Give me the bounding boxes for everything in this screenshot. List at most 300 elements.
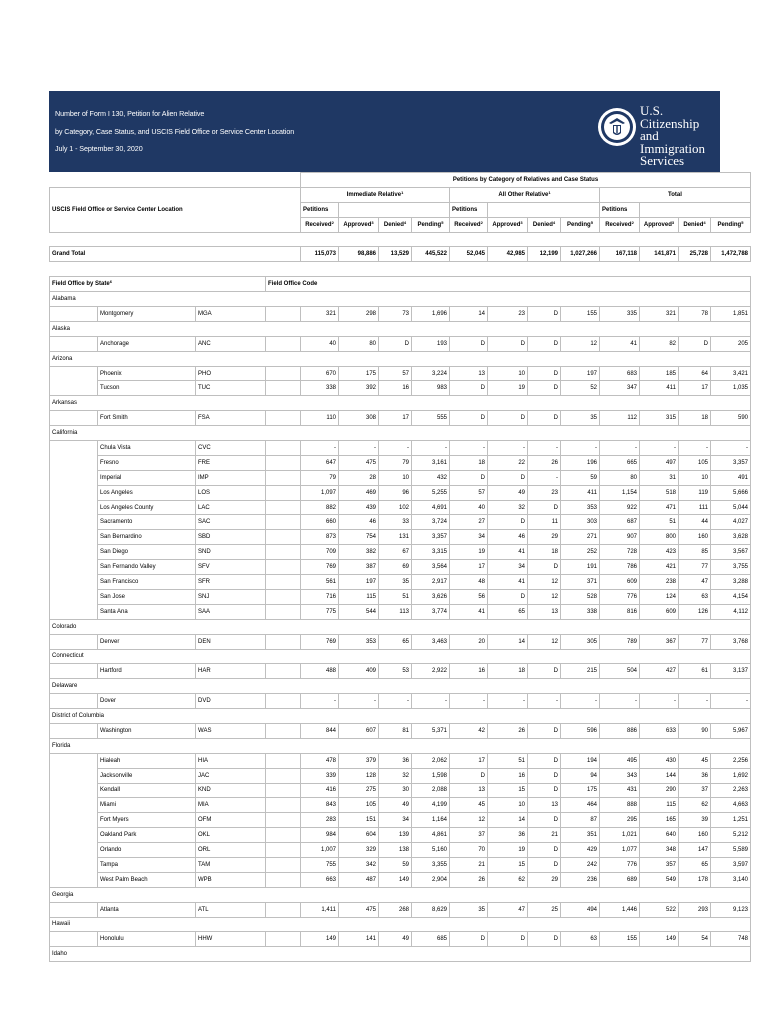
office-value: 504 (600, 664, 640, 679)
office-value: D (528, 783, 561, 798)
office-value: 430 (640, 753, 679, 768)
office-value: D (450, 768, 488, 783)
office-value: D (488, 589, 528, 604)
grand-total-value: 98,886 (339, 247, 379, 262)
office-value: 65 (379, 634, 412, 649)
group-immediate: Immediate Relative$^1$ (301, 187, 450, 202)
office-value: D (528, 723, 561, 738)
office-value: 13 (450, 783, 488, 798)
office-value: 633 (640, 723, 679, 738)
office-value: 65 (679, 857, 711, 872)
office-value: 25 (528, 902, 561, 917)
office-row (50, 664, 751, 679)
state-row (50, 426, 751, 441)
office-row (50, 530, 751, 545)
office-value: 329 (339, 843, 379, 858)
office-row (50, 783, 751, 798)
office-value: 26 (528, 455, 561, 470)
office-value: 17 (679, 381, 711, 396)
office-value: 14 (488, 634, 528, 649)
office-value: 494 (561, 902, 600, 917)
col-header-approved: Approved$^3$ (488, 217, 528, 232)
office-value: 17 (450, 560, 488, 575)
office-value: 138 (379, 843, 412, 858)
office-row (50, 902, 751, 917)
office-value: 77 (679, 634, 711, 649)
office-value: D (488, 470, 528, 485)
office-row (50, 545, 751, 560)
office-value: 65 (488, 604, 528, 619)
office-value: 34 (488, 560, 528, 575)
office-value: 45 (679, 753, 711, 768)
office-value: - (679, 441, 711, 456)
col-header-denied: Denied$^4$ (679, 217, 711, 232)
office-value: 16 (379, 381, 412, 396)
office-value: 685 (412, 932, 450, 947)
office-value: 16 (488, 768, 528, 783)
report-title: Number of Form I 130, Petition for Alien Relative (55, 109, 205, 118)
office-value: 549 (640, 872, 679, 887)
dhs-seal-icon (597, 107, 637, 147)
office-value: 3,161 (412, 455, 450, 470)
office-value: D (488, 411, 528, 426)
grand-total-value: 12,199 (528, 247, 561, 262)
office-value: 48 (450, 575, 488, 590)
office-value: - (679, 694, 711, 709)
office-row (50, 336, 751, 351)
office-value: 155 (600, 932, 640, 947)
office-value: 687 (600, 515, 640, 530)
office-value: 367 (640, 634, 679, 649)
office-value: 561 (301, 575, 339, 590)
office-value: 46 (339, 515, 379, 530)
office-value: 205 (711, 336, 751, 351)
office-name: Los Angeles County (98, 500, 196, 515)
office-name: San Fernando Valley (98, 560, 196, 575)
office-value: 1,851 (711, 307, 751, 322)
office-value: D (450, 470, 488, 485)
office-value: - (379, 694, 412, 709)
office-value: 464 (561, 798, 600, 813)
group-other: All Other Relative$^1$ (450, 187, 600, 202)
col-header-pending: Pending$^5$ (561, 217, 600, 232)
office-code: ATL (196, 902, 266, 917)
office-row (50, 485, 751, 500)
office-value: D (679, 336, 711, 351)
office-value: 59 (561, 470, 600, 485)
office-value: D (528, 307, 561, 322)
office-value: 80 (600, 470, 640, 485)
office-value: 1,035 (711, 381, 751, 396)
office-value: 3,564 (412, 560, 450, 575)
office-value: 18 (488, 664, 528, 679)
state-name: Delaware (50, 679, 751, 694)
office-value: 321 (301, 307, 339, 322)
office-value: 27 (450, 515, 488, 530)
office-value: 191 (561, 560, 600, 575)
office-value: 51 (379, 589, 412, 604)
office-value: 984 (301, 828, 339, 843)
office-name: San Jose (98, 589, 196, 604)
office-value: 13 (450, 366, 488, 381)
office-value: 196 (561, 455, 600, 470)
office-value: 728 (600, 545, 640, 560)
office-value: 528 (561, 589, 600, 604)
office-value: 131 (379, 530, 412, 545)
group-title: Petitions by Category of Relatives and Case Status (301, 173, 751, 188)
office-row (50, 634, 751, 649)
office-value: 1,007 (301, 843, 339, 858)
office-value: 1,598 (412, 768, 450, 783)
office-value: 303 (561, 515, 600, 530)
office-value: 2,263 (711, 783, 751, 798)
state-row (50, 649, 751, 664)
state-name: Connecticut (50, 649, 751, 664)
office-code: LOS (196, 485, 266, 500)
office-value: 194 (561, 753, 600, 768)
office-value: - (711, 694, 751, 709)
office-code: HAR (196, 664, 266, 679)
office-row (50, 381, 751, 396)
office-name: West Palm Beach (98, 872, 196, 887)
office-code: OKL (196, 828, 266, 843)
office-value: 59 (379, 857, 412, 872)
office-value: 13 (528, 604, 561, 619)
office-value: 888 (600, 798, 640, 813)
office-value: 4,861 (412, 828, 450, 843)
office-value: - (640, 694, 679, 709)
office-code: JAC (196, 768, 266, 783)
office-value: 3,315 (412, 545, 450, 560)
grand-total-value: 52,045 (450, 247, 488, 262)
office-value: 3,224 (412, 366, 450, 381)
office-value: 32 (379, 768, 412, 783)
office-name: Imperial (98, 470, 196, 485)
office-value: 178 (679, 872, 711, 887)
office-name: San Francisco (98, 575, 196, 590)
office-code: SND (196, 545, 266, 560)
office-value: 54 (679, 932, 711, 947)
office-value: 102 (379, 500, 412, 515)
office-code: WPB (196, 872, 266, 887)
agency-name: U.S. Citizenship and Immigration Services (640, 103, 705, 168)
office-code: WAS (196, 723, 266, 738)
state-row (50, 917, 751, 932)
office-value: 776 (600, 857, 640, 872)
office-value: 82 (640, 336, 679, 351)
office-value: 357 (640, 857, 679, 872)
office-row (50, 455, 751, 470)
office-code: FRE (196, 455, 266, 470)
office-code: SAC (196, 515, 266, 530)
office-value: 298 (339, 307, 379, 322)
office-value: 63 (679, 589, 711, 604)
petitions-table (49, 172, 751, 962)
office-value: 15 (488, 783, 528, 798)
office-value: 113 (379, 604, 412, 619)
office-value: 56 (450, 589, 488, 604)
office-value: 609 (600, 575, 640, 590)
office-value: 335 (600, 307, 640, 322)
office-value: - (528, 441, 561, 456)
office-value: 427 (640, 664, 679, 679)
office-value: 185 (640, 366, 679, 381)
office-value: 3,626 (412, 589, 450, 604)
office-value: D (528, 813, 561, 828)
office-value: 139 (379, 828, 412, 843)
office-value: 78 (679, 307, 711, 322)
office-value: 47 (488, 902, 528, 917)
office-value: 128 (339, 768, 379, 783)
office-code: FSA (196, 411, 266, 426)
state-name: Colorado (50, 619, 751, 634)
office-value: 57 (450, 485, 488, 500)
office-value: 20 (450, 634, 488, 649)
state-row (50, 396, 751, 411)
office-value: 29 (528, 530, 561, 545)
office-value: D (528, 500, 561, 515)
office-row (50, 411, 751, 426)
office-value: 290 (640, 783, 679, 798)
office-value: 80 (339, 336, 379, 351)
office-row (50, 768, 751, 783)
uscis-logo (597, 103, 715, 168)
office-value: 647 (301, 455, 339, 470)
office-value: 11 (528, 515, 561, 530)
state-name: Idaho (50, 947, 751, 962)
office-value: - (561, 441, 600, 456)
col-header-received: Received$^2$ (600, 217, 640, 232)
office-value: 844 (301, 723, 339, 738)
office-code: SAA (196, 604, 266, 619)
office-value: 421 (640, 560, 679, 575)
office-value: 12 (561, 336, 600, 351)
office-value: 3,140 (711, 872, 751, 887)
office-row (50, 723, 751, 738)
report-header (49, 91, 720, 172)
office-value: 409 (339, 664, 379, 679)
office-value: 37 (679, 783, 711, 798)
state-name: Arizona (50, 351, 751, 366)
office-value: 45 (450, 798, 488, 813)
grand-total-value: 141,871 (640, 247, 679, 262)
office-value: 34 (450, 530, 488, 545)
state-name: Georgia (50, 887, 751, 902)
office-value: 775 (301, 604, 339, 619)
office-value: 147 (679, 843, 711, 858)
office-value: 236 (561, 872, 600, 887)
office-value: 115 (339, 589, 379, 604)
office-value: 2,062 (412, 753, 450, 768)
office-value: 882 (301, 500, 339, 515)
office-value: 44 (679, 515, 711, 530)
office-code: HIA (196, 753, 266, 768)
office-value: 590 (711, 411, 751, 426)
office-value: D (450, 381, 488, 396)
office-value: 1,097 (301, 485, 339, 500)
office-value: 151 (339, 813, 379, 828)
office-value: 382 (339, 545, 379, 560)
office-row (50, 515, 751, 530)
group-header-row (50, 187, 751, 202)
office-value: 3,628 (711, 530, 751, 545)
office-value: 3,288 (711, 575, 751, 590)
office-value: 371 (561, 575, 600, 590)
office-value: 497 (640, 455, 679, 470)
office-value: 5,589 (711, 843, 751, 858)
office-value: 10 (379, 470, 412, 485)
office-value: 3,463 (412, 634, 450, 649)
col-header-pending: Pending$^5$ (711, 217, 751, 232)
office-value: 305 (561, 634, 600, 649)
state-row (50, 619, 751, 634)
office-value: 30 (379, 783, 412, 798)
office-value: 39 (679, 813, 711, 828)
office-value: 70 (450, 843, 488, 858)
office-value: - (450, 694, 488, 709)
office-value: 62 (679, 798, 711, 813)
office-value: D (450, 932, 488, 947)
group-total: Total (600, 187, 751, 202)
office-value: - (528, 470, 561, 485)
office-value: 5,212 (711, 828, 751, 843)
office-value: 115 (640, 798, 679, 813)
office-value: D (450, 411, 488, 426)
office-name: Fort Myers (98, 813, 196, 828)
office-code: MIA (196, 798, 266, 813)
office-value: 683 (600, 366, 640, 381)
state-name: Alabama (50, 292, 751, 307)
office-value: 843 (301, 798, 339, 813)
office-code: PHO (196, 366, 266, 381)
location-header: USCIS Field Office or Service Center Location (50, 187, 301, 232)
office-value: - (640, 441, 679, 456)
office-value: 29 (528, 872, 561, 887)
office-value: 2,922 (412, 664, 450, 679)
office-name: Dover (98, 694, 196, 709)
office-value: 1,411 (301, 902, 339, 917)
office-value: 149 (301, 932, 339, 947)
office-value: 275 (339, 783, 379, 798)
office-value: - (600, 441, 640, 456)
office-value: 10 (679, 470, 711, 485)
office-value: 126 (679, 604, 711, 619)
state-row (50, 947, 751, 962)
office-value: 35 (561, 411, 600, 426)
state-name: Arkansas (50, 396, 751, 411)
office-code: MGA (196, 307, 266, 322)
office-value: 62 (488, 872, 528, 887)
office-value: 73 (379, 307, 412, 322)
office-value: 14 (450, 307, 488, 322)
office-value: - (528, 694, 561, 709)
field-office-by-state-label: Field Office by State$^6$ (50, 277, 266, 292)
office-value: 1,077 (600, 843, 640, 858)
office-name: Atlanta (98, 902, 196, 917)
office-value: - (301, 441, 339, 456)
office-value: 12 (528, 575, 561, 590)
col-header-pending: Pending$^5$ (412, 217, 450, 232)
office-value: 47 (679, 575, 711, 590)
office-value: - (412, 441, 450, 456)
office-code: ANC (196, 336, 266, 351)
office-value: 1,021 (600, 828, 640, 843)
office-row (50, 307, 751, 322)
office-value: 36 (379, 753, 412, 768)
office-name: Honolulu (98, 932, 196, 947)
office-value: 197 (561, 366, 600, 381)
office-value: D (528, 664, 561, 679)
office-value: 283 (301, 813, 339, 828)
office-value: 215 (561, 664, 600, 679)
office-value: 663 (301, 872, 339, 887)
office-value: 293 (679, 902, 711, 917)
state-name: California (50, 426, 751, 441)
office-value: 716 (301, 589, 339, 604)
office-value: 32 (488, 500, 528, 515)
report-subtitle: by Category, Case Status, and USCIS Field Office or Service Center Location (55, 127, 295, 136)
office-value: 36 (488, 828, 528, 843)
office-value: 338 (561, 604, 600, 619)
office-value: 907 (600, 530, 640, 545)
office-value: - (450, 441, 488, 456)
office-value: D (528, 411, 561, 426)
office-value: 19 (450, 545, 488, 560)
state-row (50, 738, 751, 753)
office-value: 23 (528, 485, 561, 500)
col-header-denied: Denied$^4$ (379, 217, 412, 232)
state-name: Alaska (50, 321, 751, 336)
office-value: 5,371 (412, 723, 450, 738)
office-value: 4,199 (412, 798, 450, 813)
office-value: - (561, 694, 600, 709)
office-value: 5,044 (711, 500, 751, 515)
office-value: 64 (679, 366, 711, 381)
office-value: - (600, 694, 640, 709)
office-value: 252 (561, 545, 600, 560)
grand-total-value: 42,985 (488, 247, 528, 262)
office-value: 57 (379, 366, 412, 381)
office-value: 1,154 (600, 485, 640, 500)
office-value: 495 (600, 753, 640, 768)
office-row (50, 932, 751, 947)
field-office-code-label: Field Office Code (266, 277, 301, 292)
office-name: Phoenix (98, 366, 196, 381)
office-value: - (379, 441, 412, 456)
office-row (50, 753, 751, 768)
office-row (50, 604, 751, 619)
office-code: TAM (196, 857, 266, 872)
office-value: D (450, 336, 488, 351)
office-value: 776 (600, 589, 640, 604)
office-value: 755 (301, 857, 339, 872)
office-value: - (711, 441, 751, 456)
office-code: LAC (196, 500, 266, 515)
office-value: 105 (679, 455, 711, 470)
office-value: 40 (301, 336, 339, 351)
office-value: 432 (412, 470, 450, 485)
office-value: D (528, 381, 561, 396)
office-name: Miami (98, 798, 196, 813)
office-value: 165 (640, 813, 679, 828)
office-name: Hialeah (98, 753, 196, 768)
office-value: 53 (379, 664, 412, 679)
office-value: 4,691 (412, 500, 450, 515)
state-row (50, 292, 751, 307)
office-value: - (488, 441, 528, 456)
office-value: 271 (561, 530, 600, 545)
office-value: 3,567 (711, 545, 751, 560)
